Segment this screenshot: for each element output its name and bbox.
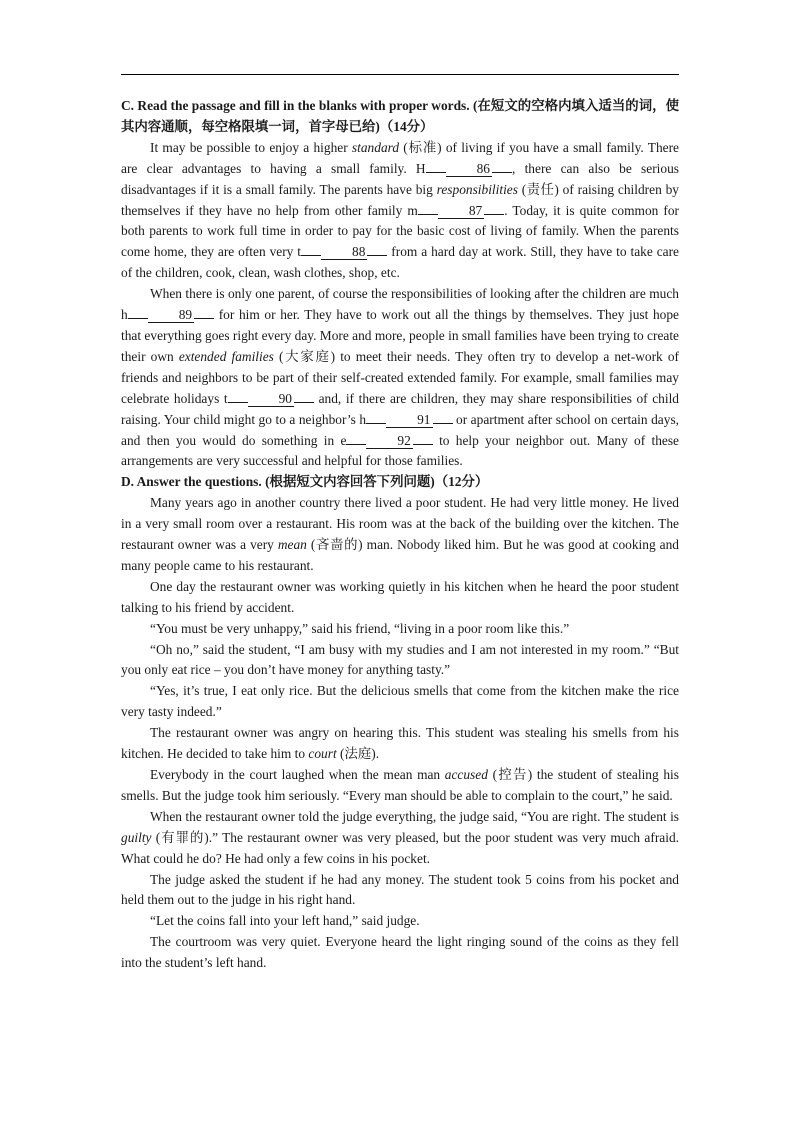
italic-term: guilty bbox=[121, 829, 152, 845]
text-segment: Many years ago in another country there lived a poor student. He had very little money. He lived in a very small room over a restaurant. His room was at the back of the building over the kitchen. The restaurant owner was a very bbox=[121, 495, 679, 553]
blank-line bbox=[128, 306, 148, 319]
blank-line bbox=[418, 202, 438, 215]
paragraph bbox=[121, 807, 679, 870]
italic-term: accused bbox=[444, 767, 488, 782]
text-segment: It may be possible to enjoy a higher bbox=[150, 139, 352, 155]
blank-89[interactable] bbox=[128, 307, 214, 322]
paragraph bbox=[121, 284, 679, 472]
text-segment: or apartment after school on certain days, and then you would do something in e bbox=[121, 411, 680, 448]
blank-line bbox=[228, 390, 248, 403]
blank-line bbox=[367, 243, 387, 256]
blank-line bbox=[346, 432, 366, 445]
blank-number: 86 bbox=[446, 162, 492, 177]
blank-87[interactable] bbox=[418, 203, 504, 218]
blank-line bbox=[426, 160, 446, 173]
paragraph bbox=[121, 911, 679, 932]
text-segment: (有罪的).” The restaurant owner was very pleased, but the poor student was very much afraid. What could he do? He had only a few coins in his pocket. bbox=[121, 829, 679, 866]
blank-88[interactable] bbox=[301, 244, 387, 259]
blank-line bbox=[413, 432, 433, 445]
paragraph bbox=[121, 681, 679, 723]
text-segment: to help your neighbor out. Many of these arrangements are very successful and helpful for those families. bbox=[121, 432, 679, 469]
text-segment: , there can also be serious disadvantages if it is a small family. The parents have big bbox=[121, 160, 679, 197]
blank-number: 90 bbox=[248, 392, 294, 407]
text-segment: When there is only one parent, of course the responsibilities of looking after the children are much h bbox=[121, 286, 679, 323]
text-segment: “Yes, it’s true, I eat only rice. But the delicious smells that come from the kitchen make the rice very tasty indeed.” bbox=[121, 683, 679, 720]
section-c-passage bbox=[121, 138, 679, 473]
text-segment: (法庭). bbox=[336, 746, 380, 762]
italic-term: standard bbox=[351, 139, 400, 155]
text-segment: The judge asked the student if he had any money. The student took 5 coins from his pocket and held them out to the judge in his right hand. bbox=[121, 871, 679, 908]
blank-line bbox=[484, 202, 504, 215]
text-segment: “Oh no,” said the student, “I am busy with my studies and I am not interested in my room.” “But you only eat rice – you don’t have money for anything tasty.” bbox=[121, 641, 679, 678]
italic-term: responsibilities bbox=[436, 181, 518, 197]
blank-number: 87 bbox=[438, 204, 484, 219]
text-segment: “Let the coins fall into your left hand,” said judge. bbox=[150, 913, 420, 929]
blank-86[interactable] bbox=[426, 161, 512, 176]
text-segment: When the restaurant owner told the judge everything, the judge said, “You are right. The student is bbox=[150, 808, 679, 824]
paragraph bbox=[121, 138, 679, 284]
text-segment: One day the restaurant owner was working quietly in his kitchen when he heard the poor student talking to his friend by accident. bbox=[121, 578, 679, 615]
blank-line bbox=[294, 390, 314, 403]
text-segment: for him or her. They have to work out all the things by themselves. They just hope that everything goes right every day. More and more, people in small families have been trying to create their own bbox=[121, 307, 679, 364]
top-rule bbox=[121, 74, 679, 75]
text-segment: (标准) of living if you have a small family. There are clear advantages to having a small family. H bbox=[121, 139, 679, 176]
italic-term: extended families bbox=[178, 348, 274, 364]
text-segment: The restaurant owner was angry on hearing this. This student was stealing his smells from his kitchen. He decided to take him to bbox=[121, 725, 679, 762]
paragraph bbox=[121, 619, 679, 640]
blank-line bbox=[301, 243, 321, 256]
blank-90[interactable] bbox=[228, 391, 314, 406]
text-segment: . Today, it is quite common for both parents to work full time in order to pay for the basic cost of living of family. When the parents come home, they are often very t bbox=[121, 202, 679, 260]
text-segment: and, if there are children, they may share responsibilities of child raising. Your child might go to a neighbor’s h bbox=[121, 390, 680, 427]
italic-term: mean bbox=[277, 537, 307, 553]
text-segment: Everybody in the court laughed when the mean man bbox=[150, 767, 445, 782]
blank-92[interactable] bbox=[346, 433, 432, 448]
italic-term: court bbox=[308, 746, 337, 762]
section-c-heading: C. Read the passage and fill in the blanks with proper words. (在短文的空格内填入适当的词，使其内容通顺，每空格限填一词，首字母已给)（14分） bbox=[121, 98, 679, 134]
blank-number: 92 bbox=[366, 434, 412, 449]
blank-line bbox=[194, 306, 214, 319]
text-segment: The courtroom was very quiet. Everyone heard the light ringing sound of the coins as they fell into the student’s left hand. bbox=[121, 934, 679, 971]
paragraph bbox=[121, 932, 679, 974]
blank-number: 89 bbox=[148, 308, 194, 323]
paragraph bbox=[121, 870, 679, 912]
text-segment: “You must be very unhappy,” said his friend, “living in a poor room like this.” bbox=[150, 620, 570, 636]
paragraph bbox=[121, 765, 679, 807]
blank-line bbox=[366, 411, 386, 424]
blank-line bbox=[492, 160, 512, 173]
text-segment: (大家庭) to meet their needs. They often try to develop a net-work of friends and neighbors to be part of their self-created extended family. For example, small families may celebrate holidays t bbox=[121, 348, 680, 406]
paragraph bbox=[121, 493, 679, 577]
section-d-heading: D. Answer the questions. (根据短文内容回答下列问题)（12分） bbox=[121, 474, 489, 490]
blank-91[interactable] bbox=[366, 412, 452, 427]
text-segment: from a hard day at work. Still, they have to take care of the children, cook, clean, wash clothes, shop, etc. bbox=[121, 244, 679, 281]
paragraph bbox=[121, 577, 679, 619]
paragraph bbox=[121, 723, 679, 765]
blank-number: 88 bbox=[321, 245, 367, 260]
content bbox=[121, 96, 679, 974]
blank-number: 91 bbox=[386, 413, 432, 428]
paragraph bbox=[121, 640, 679, 682]
section-d-passage bbox=[121, 493, 679, 974]
blank-line bbox=[433, 411, 453, 424]
text-segment: (吝啬的) man. Nobody liked him. But he was good at cooking and many people came to his restaurant. bbox=[121, 537, 679, 573]
text-segment: (控告) the student of stealing his smells. But the judge took him seriously. “Every man should be able to complain to the court,” he said. bbox=[121, 767, 679, 803]
text-segment: (责任) of raising children by themselves if they have no help from other family m bbox=[121, 181, 679, 218]
